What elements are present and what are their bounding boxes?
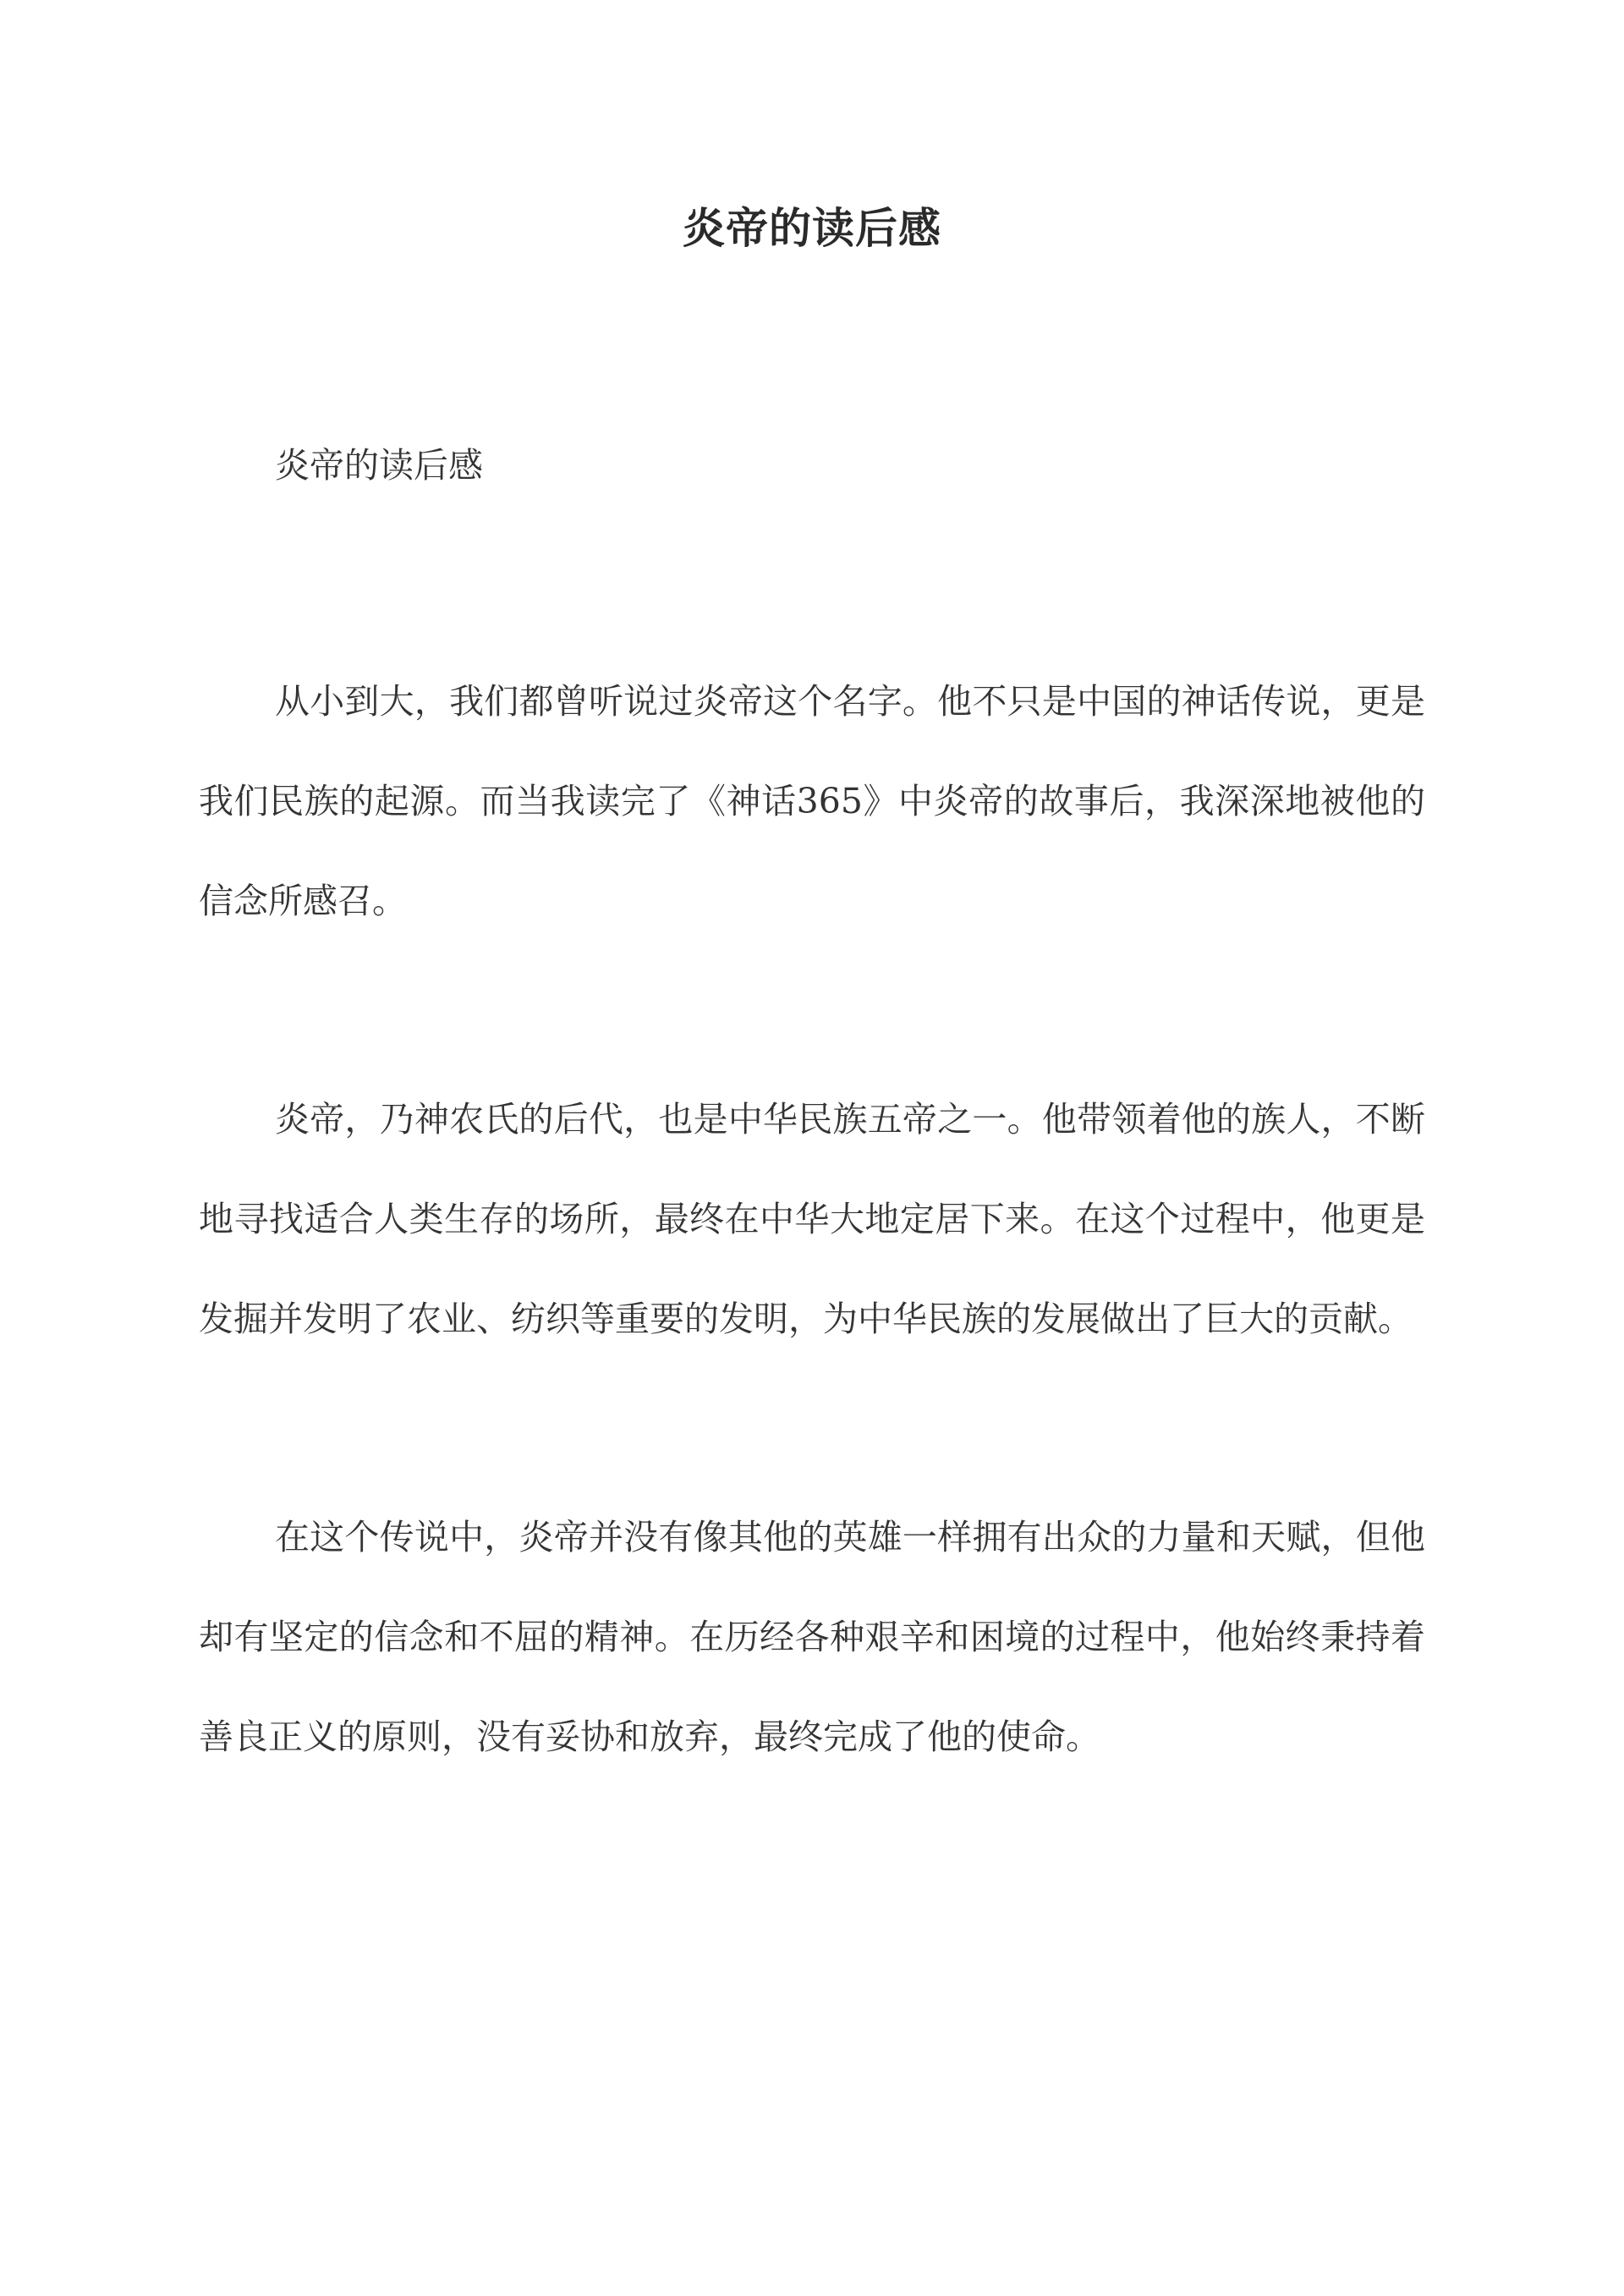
- paragraph-spirit: 在这个传说中，炎帝并没有像其他的英雄一样拥有出众的力量和天赋，但他却有坚定的信念和不屈的精神。在历经各种艰辛和困境的过程中，他始终秉持着善良正义的原则，没有妥协和放弃，最终完成了他的使命。: [199, 1517, 1425, 1757]
- paragraph-origin: 炎帝，乃神农氏的后代，也是中华民族五帝之一。他带领着他的族人，不断地寻找适合人类生存的场所，最终在中华大地定居下来。在这个过程中，他更是发掘并发明了农业、纺织等重要的发明，为中华民族的发展做出了巨大的贡献。: [199, 1099, 1425, 1339]
- paragraph-intro: 从小到大，我们都曾听说过炎帝这个名字。他不只是中国的神话传说，更是我们民族的起源。而当我读完了《神话365》中炎帝的故事后，我深深地被他的信念所感召。: [199, 681, 1425, 921]
- document-subtitle: 炎帝的读后感: [275, 445, 483, 486]
- document-body: [199, 431, 1425, 1787]
- document-title: 炎帝的读后感: [683, 203, 941, 253]
